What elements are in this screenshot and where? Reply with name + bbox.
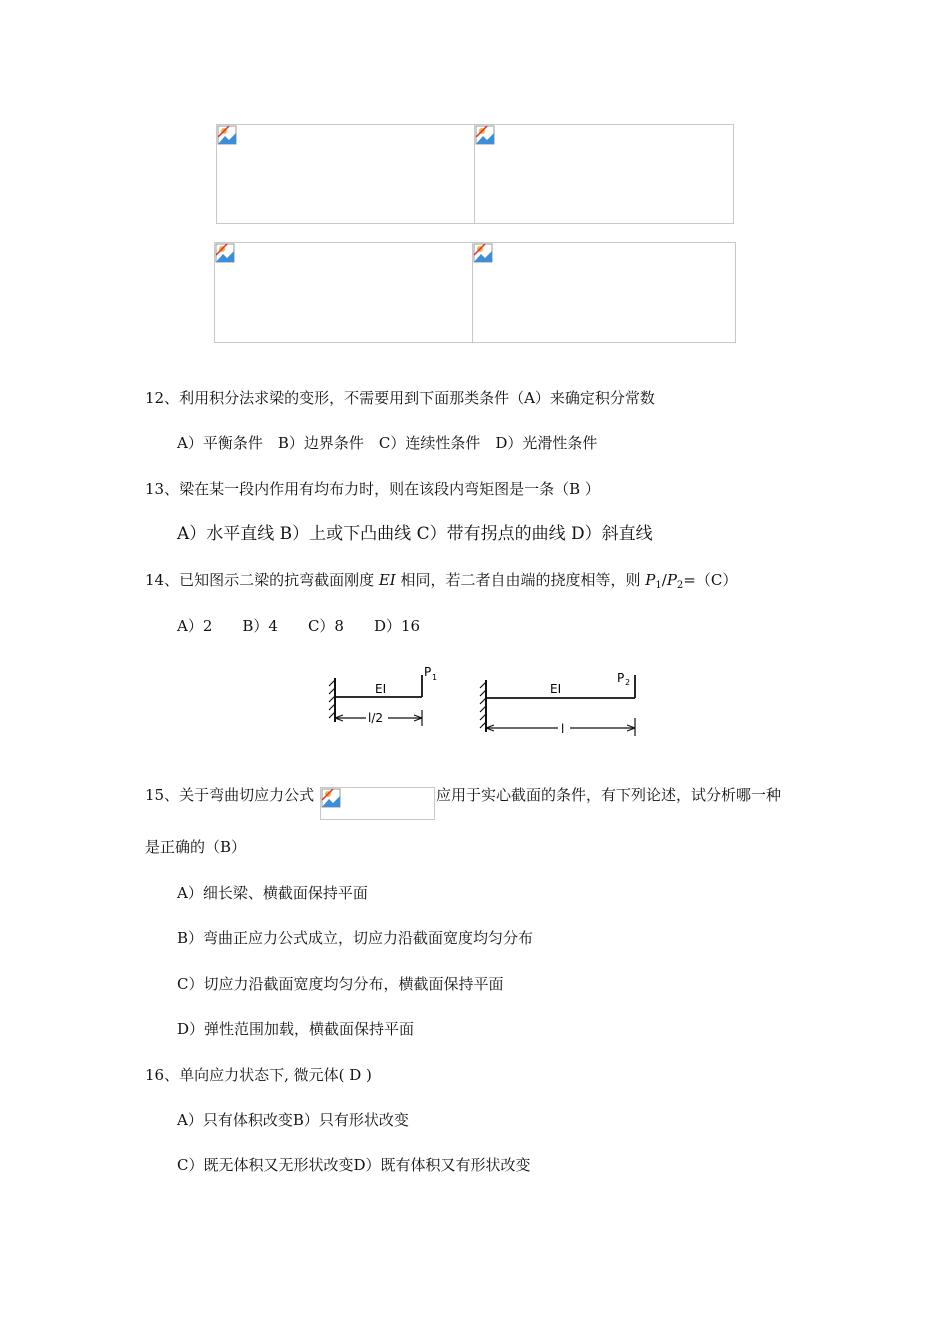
- p2-subscript: 2: [676, 580, 684, 591]
- slash: /: [661, 571, 667, 589]
- question-14-stem: [145, 570, 737, 596]
- question-15-option-b: B）弯曲正应力公式成立，切应力沿截面宽度均匀分布: [177, 929, 534, 947]
- question-16-options-line1: A）只有体积改变B）只有形状改变: [177, 1111, 409, 1129]
- question-14-stem-pre: 14、已知图示二梁的抗弯截面刚度: [145, 571, 379, 589]
- left-p-sub: 1: [432, 673, 438, 682]
- question-15-stem-pre: 15、关于弯曲切应力公式: [145, 786, 315, 804]
- question-14-options: A）2 B）4 C）8 D）16: [177, 617, 421, 635]
- question-15-option-d: D）弹性范围加载，横截面保持平面: [177, 1020, 415, 1038]
- image-placeholder-1: [216, 124, 475, 224]
- question-15-stem-post: 应用于实心截面的条件，有下列论述，试分析哪一种: [436, 786, 782, 804]
- left-ei-label: EI: [375, 682, 387, 696]
- broken-image-icon: [215, 243, 235, 263]
- p1-subscript: 1: [655, 580, 662, 591]
- question-15-option-c: C）切应力沿截面宽度均匀分布，横截面保持平面: [177, 975, 504, 993]
- broken-image-icon: [217, 125, 237, 145]
- left-p-label: P: [424, 665, 432, 679]
- left-cantilever: [329, 665, 437, 726]
- left-length-label: l/2: [368, 711, 384, 725]
- right-p-sub: 2: [625, 678, 631, 687]
- question-13-stem: 13、梁在某一段内作用有均布力时，则在该段内弯矩图是一条（B ）: [145, 480, 600, 498]
- right-length-label: l: [561, 722, 565, 736]
- cantilever-beams-diagram: [320, 660, 650, 745]
- right-cantilever: [480, 671, 635, 736]
- question-12-stem: 12、利用积分法求梁的变形，不需要用到下面那类条件（A）来确定积分常数: [145, 389, 655, 407]
- broken-image-icon: [321, 788, 341, 808]
- formula-image-placeholder: [320, 787, 435, 820]
- question-15-option-a: A）细长梁、横截面保持平面: [177, 884, 368, 902]
- question-12-options: A）平衡条件 B）边界条件 C）连续性条件 D）光滑性条件: [177, 434, 598, 452]
- question-13-options: A）水平直线 B）上或下凸曲线 C）带有拐点的曲线 D）斜直线: [177, 524, 653, 544]
- image-placeholder-3: [214, 242, 473, 343]
- right-ei-label: EI: [550, 682, 562, 696]
- question-16-stem: 16、单向应力状态下, 微元体( D ): [145, 1066, 372, 1084]
- right-p-label: P: [617, 671, 625, 685]
- question-15-stem-line2: 是正确的（B）: [145, 838, 247, 856]
- ei-symbol: EI: [378, 571, 396, 589]
- question-14-stem-end: =（C）: [683, 571, 738, 589]
- question-14-stem-mid: 相同，若二者自由端的挠度相等，则: [395, 571, 646, 589]
- question-16-options-line2: C）既无体积又无形状改变D）既有体积又有形状改变: [177, 1156, 531, 1174]
- broken-image-icon: [475, 125, 495, 145]
- p-symbol: P: [645, 571, 656, 589]
- image-placeholder-2: [474, 124, 734, 224]
- p-symbol-2: P: [666, 571, 677, 589]
- broken-image-icon: [473, 243, 493, 263]
- image-placeholder-4: [472, 242, 736, 343]
